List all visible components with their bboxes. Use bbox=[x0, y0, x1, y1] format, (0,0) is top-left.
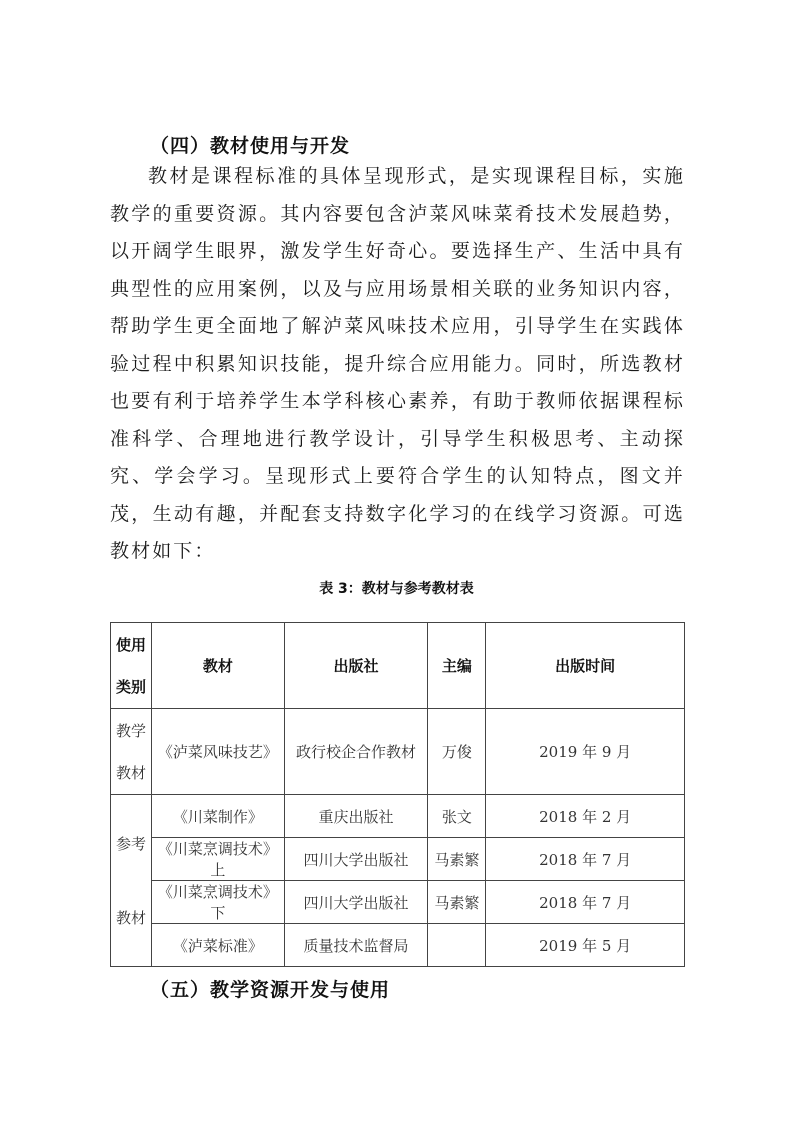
table-header-row bbox=[111, 623, 685, 709]
header-category-line1: 使用 bbox=[115, 635, 146, 654]
header-category-line2: 类别 bbox=[115, 677, 146, 696]
cell-textbook: 《川菜烹调技术》下 bbox=[151, 881, 284, 924]
section-5-heading: （五）教学资源开发与使用 bbox=[150, 979, 391, 1001]
table-row bbox=[111, 795, 685, 838]
category-reference bbox=[111, 795, 152, 967]
category-teaching-line2: 教材 bbox=[115, 763, 146, 782]
cell-publisher: 重庆出版社 bbox=[284, 795, 428, 838]
table-row bbox=[111, 881, 685, 924]
cell-publisher: 质量技术监督局 bbox=[284, 924, 428, 967]
header-publisher: 出版社 bbox=[284, 623, 428, 709]
cell-textbook: 《川菜制作》 bbox=[151, 795, 284, 838]
table-caption: 表 3：教材与参考教材表 bbox=[319, 581, 474, 597]
header-textbook: 教材 bbox=[151, 623, 284, 709]
header-editor: 主编 bbox=[428, 623, 486, 709]
cell-date: 2018 年 2 月 bbox=[486, 795, 685, 838]
cell-publisher: 四川大学出版社 bbox=[284, 881, 428, 924]
cell-textbook: 《泸菜风味技艺》 bbox=[151, 709, 284, 795]
cell-date: 2018 年 7 月 bbox=[486, 838, 685, 881]
category-reference-line2: 教材 bbox=[115, 908, 146, 927]
cell-editor bbox=[428, 924, 486, 967]
header-date: 出版时间 bbox=[486, 623, 685, 709]
table-row bbox=[111, 924, 685, 967]
cell-date: 2018 年 7 月 bbox=[486, 881, 685, 924]
section-4-heading: （四）教材使用与开发 bbox=[150, 135, 351, 157]
cell-editor: 张文 bbox=[428, 795, 486, 838]
table-row bbox=[111, 838, 685, 881]
table-row bbox=[111, 709, 685, 795]
cell-editor: 马素繁 bbox=[428, 838, 486, 881]
cell-textbook: 《川菜烹调技术》上 bbox=[151, 838, 284, 881]
textbook-table bbox=[110, 622, 685, 967]
cell-publisher: 政行校企合作教材 bbox=[284, 709, 428, 795]
header-category bbox=[111, 623, 152, 709]
cell-editor: 马素繁 bbox=[428, 881, 486, 924]
cell-publisher: 四川大学出版社 bbox=[284, 838, 428, 881]
category-teaching-line1: 教学 bbox=[115, 721, 146, 740]
category-teaching bbox=[111, 709, 152, 795]
cell-textbook: 《泸菜标准》 bbox=[151, 924, 284, 967]
cell-date: 2019 年 9 月 bbox=[486, 709, 685, 795]
cell-date: 2019 年 5 月 bbox=[486, 924, 685, 967]
category-reference-line1: 参考 bbox=[115, 834, 146, 853]
cell-editor: 万俊 bbox=[428, 709, 486, 795]
body-paragraph: 教材是课程标准的具体呈现形式，是实现课程目标，实施教学的重要资源。其内容要包含泸菜风味菜肴技术发展趋势，以开阔学生眼界，激发学生好奇心。要选择生产、生活中具有典型性的应用案例，以及与应用场景相关联的业务知识内容，帮助学生更全面地了解泸菜风味技术应用，引导学生在实践体验过程中积累知识技能，提升综合应用能力。同时，所选教材也要有利于培养学生本学科核心素养，有助于教师依据课程标准科学、合理地进行教学设计，引导学生积极思考、主动探究、学会学习。呈现形式上要符合学生的认知特点，图文并茂，生动有趣，并配套支持数字化学习的在线学习资源。可选教材如下： bbox=[110, 165, 685, 562]
